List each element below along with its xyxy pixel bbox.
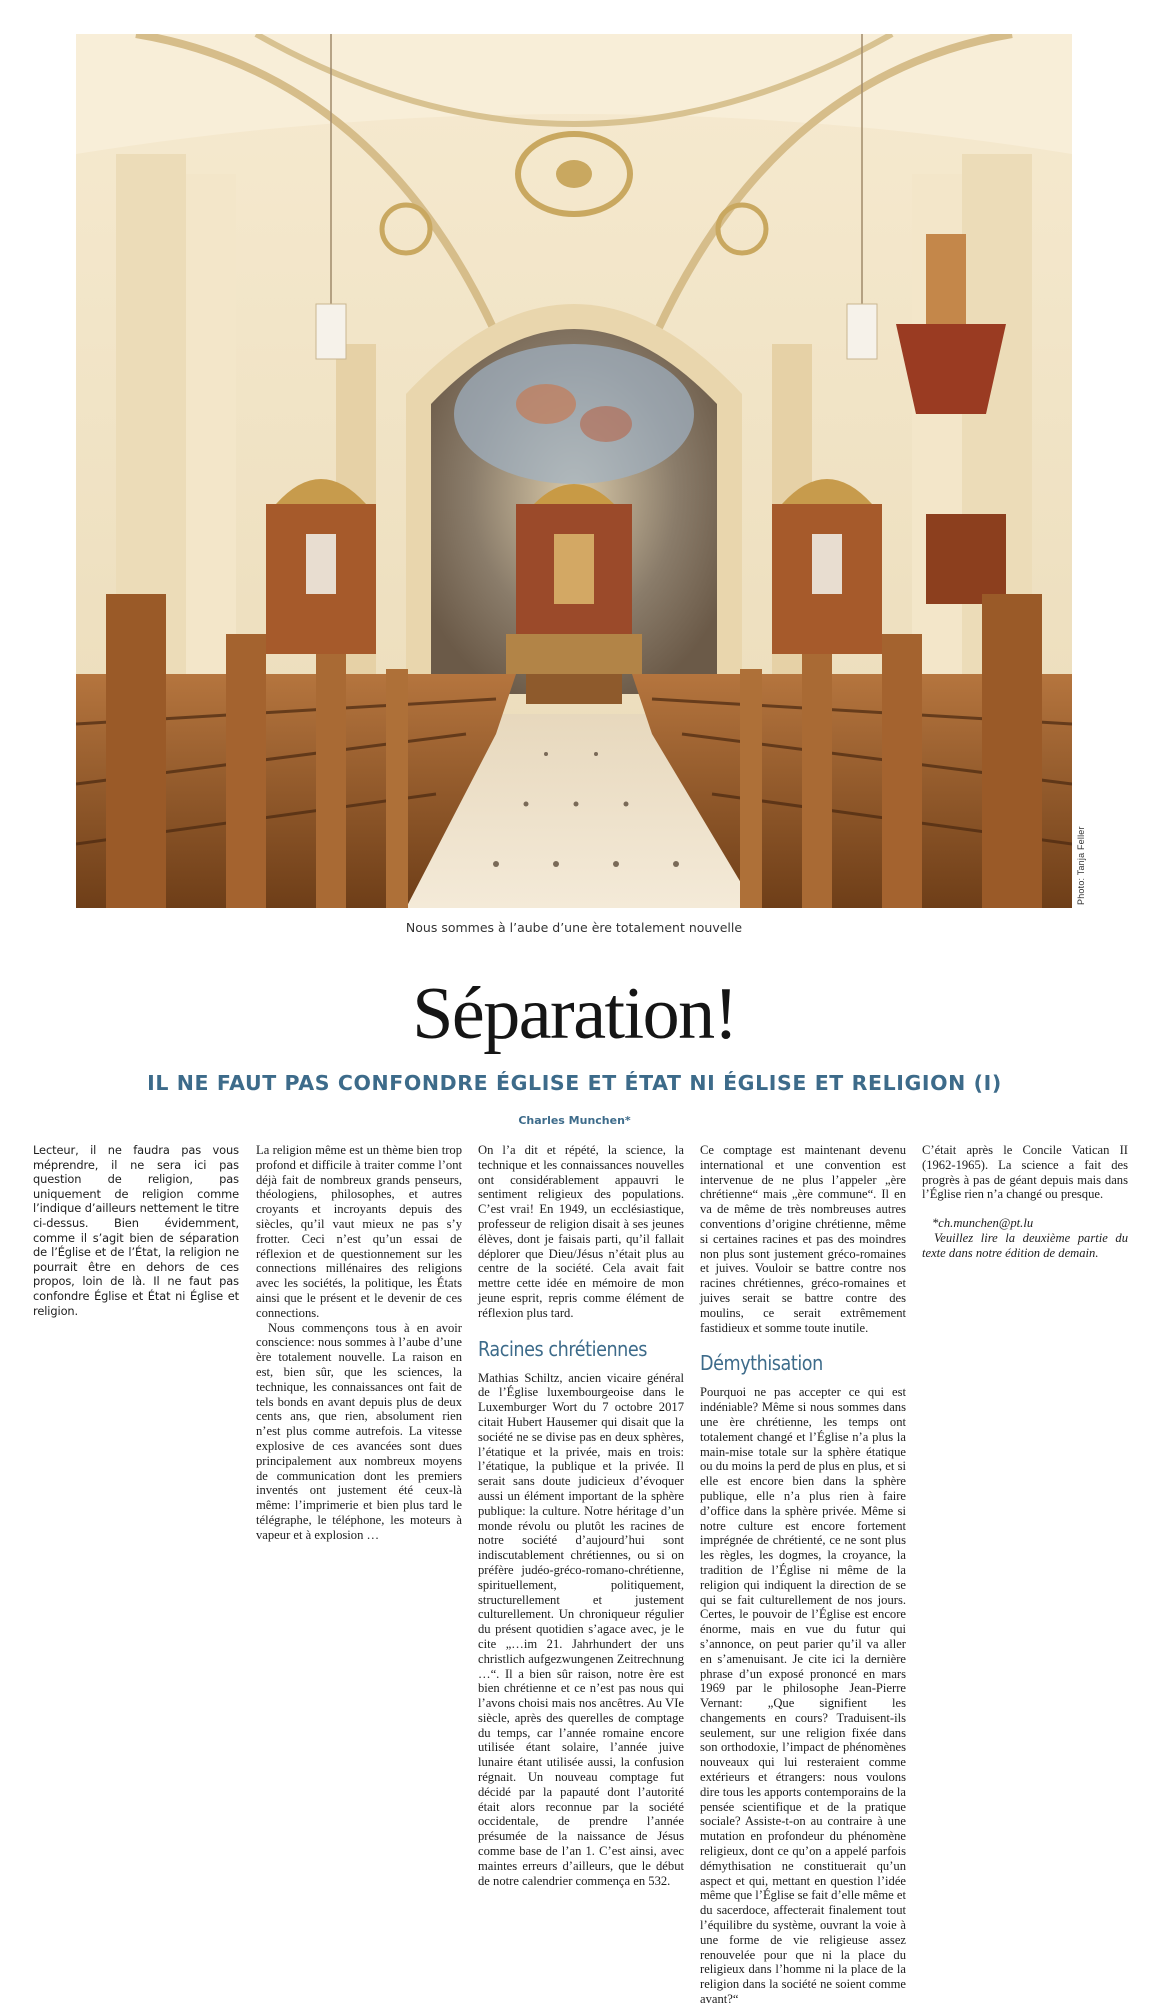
column-5 [922,1143,1128,1261]
author-note [922,1216,1128,1260]
body-paragraph: Nous commençons tous à en avoir conscience: nous sommes à l’aube d’une ère totalement nouvelle. La raison en est, bien sûr, que les sciences, la technique, les connaissances ont fait de tels bonds en avant depuis plus de deux cents ans, que rien, absolument rien n’est plus comme autrefois. La vitesse explosive de ces avancées sont dues principalement aux nombreux moyens de communication dont les premiers inventés ont justement été ceux-là même: l’imprimerie et bien plus tard le télégraphe, le téléphone, les moteurs à vapeur et à explosion … [256,1320,462,1542]
column-1 [33,1143,239,1318]
continuation-note: Veuillez lire la deuxième partie du texte dans notre édition de demain. [922,1230,1128,1260]
intro-paragraph: Lecteur, il ne faudra pas vous méprendre, il ne sera ici pas question de religion, pas uniquement de religion comme l’indique d’ailleurs nettement le titre ci-dessus. Bien évidemment, comme il s’agit bien de séparation de l’Église et de l’État, la religion ne pourrait être en dehors de ces propos, loin de là. Il ne faut pas confondre Église et État ni Église et religion. [33,1143,239,1318]
article-author: Charles Munchen* [518,1114,631,1127]
photo-caption: Nous sommes à l’aube d’une ère totalement nouvelle [405,920,743,935]
body-paragraph: Pourquoi ne pas accepter ce qui est indéniable? Même si nous sommes dans une ère chrétienne, les temps ont totalement changé et l’Église n’a plus la main-mise totale sur la sphère étatique ou du moins la perd de plus en plus, et si elle est encore bien dans la sphère publique, elle n’a plus rien à faire d’office dans la sphère privée. Même si notre culture est encore fortement imprégnée de chrétienté, ce ne sont plus les règles, les dogmes, la croyance, la tradition de l’Église ni même de la religion qui indiquent la direction de se qui se fait culturellement de nos jours. Certes, le pouvoir de l’Église est encore énorme, mais en vue du futur qui s’annonce, on peut parier qu’il va aller en s’amenuisant. Je cite ici la dernière phrase d’un exposé prononcé en mars 1969 par le philosophe Jean-Pierre Vernant: „Que signifient les changements en cours? Traduisent-ils seulement, sur une religion fixée dans son orthodoxie, l’impact de phénomènes nouveaux qui lui resteraient comme extérieurs et étrangers: nous voulons dire tous les apports contemporains de la pensée scientifique et de la pratique sociale? Assiste-t-on au contraire à une mutation en profondeur du phénomène religieux, dont ce qu’on a appelé parfois démythisation ne constituerait qu’un aspect et qui, mettant en question l’idée même que l’Église se fait d’elle même et du sacerdoce, affecterait finalement tout l’équilibre du système, ouvrant la voie à une forme de vie religieuse assez renouvelée pour que ni la place du religieux dans l’homme ni la place de la religion dans la société ne soient comme avant?“ [700,1385,906,2007]
author-email: *ch.munchen@pt.lu [932,1216,1034,1231]
church-interior-illustration [76,34,1072,908]
body-paragraph: Mathias Schiltz, ancien vicaire général de l’Église luxembourgeoise dans le Luxemburger Wort du 7 octobre 2017 citait Hubert Hausemer qui disait que la société ne se divise pas en deux sphères, l’étatique et la privée, mais en trois: l’étatique, la publique et la privée. Il serait sans doute judicieux d’évoquer aussi un élément important de la sphère publique: la culture. Notre héritage d’un monde révolu ou plutôt les racines de notre société d’aujourd’hui sont indiscutablement chrétiennes, ou si on préfère judéo-gréco-romano-chrétienne, spirituellement, politiquement, structurellement et justement culturellement. Un chroniqueur régulier du présent quotidien s’agace avec, je le cite „…im 21. Jahrhundert der uns christlich aufgezwungenen Zeitrechnung …“. Il a bien sûr raison, notre ère est bien chrétienne et ce n’est pas nous qui l’avons choisi mais nos ancêtres. Au VIe siècle, après des querelles de comptage du temps, car l’année romaine encore utilisée étant solaire, l’année juive lunaire étant utilisée aussi, la confusion régnait. Un nouveau comptage fut décidé par la papauté dont l’autorité était alors reconnue par la société occidentale, de prendre l’année présumée de la naissance de Jésus comme base de l’an 1. C’est ainsi, avec maintes erreurs d’ailleurs, que le début de notre calendrier commença en 532. [478,1370,684,1888]
section-heading-racines: Racines chrétiennes [478,1336,648,1361]
body-paragraph: Ce comptage est maintenant devenu international et une convention est intervenue de ne plus l’appeler „ère chrétienne“ mais „ère commune“. Il en va de même de très nombreuses autres conventions d’origine chrétienne, même si certaines racines et pas des moindres non plus sont justement gréco-romaines et juives. Vouloir se battre contre nos racines chrétiennes, gréco-romaines et juives serait se battre contre des moulins, ce serait extrêmement fastidieux et somme toute inutile. [700,1143,906,1335]
section-heading-demythisation: Démythisation [700,1351,823,1376]
body-paragraph: On l’a dit et répété, la science, la technique et les connaissances nouvelles ont considérablement appauvri le sentiment religieux des populations. C’est vrai! En 1949, un ecclésiastique, professeur de religion disait à ses jeunes élèves, dont je faisais parti, qu’il fallait déplorer que Dieu/Jésus n’était plus au centre de la société. Cela avait fait mettre cette idée en mémoire de mon jeune esprit, repris comme élément de réflexion plus tard. [478,1143,684,1320]
column-2 [256,1143,462,1543]
body-paragraph: La religion même est un thème bien trop profond et difficile à traiter comme l’ont déjà fait de nombreux grands penseurs, théologiens, philosophes, et autres croyants et incroyants depuis des siècles, qu’il vaut mieux ne pas s’y frotter. Ceci n’est qu’un essai de réflexion et de questionnement sur les connections millénaires des religions avec les sociétés, la politique, les États ainsi que le présent et le devenir de ces connections. [256,1143,462,1320]
article-subtitle: IL NE FAUT PAS CONFONDRE ÉGLISE ET ÉTAT NI ÉGLISE ET RELIGION (I) [147,1071,1002,1095]
article-title: Séparation! [412,973,737,1055]
church-interior-photo [76,34,1072,908]
column-3 [478,1143,684,1888]
photo-credit: Photo: Tanja Feller [1076,826,1086,905]
column-4 [700,1143,906,2007]
body-paragraph: C’était après le Concile Vatican II (1962-1965). La science a fait des progrès à pas de géant depuis mais dans l’Église rien n’a changé ou presque. [922,1143,1128,1202]
